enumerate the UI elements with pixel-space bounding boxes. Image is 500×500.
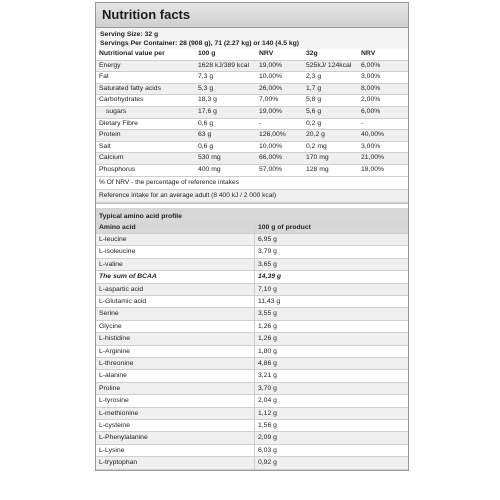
nutrition-cell: 0,2 mg <box>303 141 358 153</box>
amino-acid-amount: 3,65 g <box>255 258 409 270</box>
nutrition-cell: 18,00% <box>358 164 408 176</box>
amino-acid-amount: 1,80 g <box>255 345 409 357</box>
nutrition-cell: - <box>256 118 303 130</box>
amino-row <box>96 233 408 245</box>
amino-row <box>96 320 408 332</box>
amino-acid-name: Glycine <box>96 320 255 332</box>
amino-row <box>96 395 408 407</box>
servings-per-container: Servings Per Container: 28 (908 g), 71 (2.27 kg) or 140 (4.5 kg) <box>100 40 300 47</box>
amino-acid-amount: 6,03 g <box>255 444 409 456</box>
amino-acid-amount: 3,79 g <box>255 246 409 258</box>
amino-title: Typical amino acid profile <box>99 212 182 220</box>
nutrition-cell: 1628 kJ/389 kcal <box>195 60 256 72</box>
amino-row <box>96 308 408 320</box>
nutrition-header-cell: 100 g <box>195 49 256 60</box>
amino-acid-name: L-cysteine <box>96 420 255 432</box>
nutrition-cell: 17,6 g <box>195 106 256 118</box>
amino-acid-section <box>96 208 408 470</box>
nutrition-cell: 2,3 g <box>303 72 358 84</box>
nutrition-cell: Calcium <box>96 153 195 165</box>
nutrition-cell: 5,8 g <box>303 95 358 107</box>
amino-acid-amount: 1,12 g <box>255 407 409 419</box>
amino-row <box>96 283 408 295</box>
nutrition-cell: 19,00% <box>256 60 303 72</box>
nutrition-cell: 10,00% <box>256 141 303 153</box>
amino-acid-name: L-tryptophan <box>96 457 255 469</box>
amino-acid-amount: 4,86 g <box>255 358 409 370</box>
nutrition-row <box>96 153 408 165</box>
nutrition-cell: 0,6 g <box>195 118 256 130</box>
amino-acid-name: L-aspartic acid <box>96 283 255 295</box>
amino-row <box>96 246 408 258</box>
nutrition-header-cell: 32g <box>303 49 358 60</box>
nutrition-row <box>96 106 408 118</box>
nutrition-cell: 7,3 g <box>195 72 256 84</box>
amino-acid-name: L-threonine <box>96 358 255 370</box>
amino-header-cell: Amino acid <box>96 222 255 234</box>
nutrition-cell: 170 mg <box>303 153 358 165</box>
serving-info <box>96 28 408 49</box>
nutrition-cell: 6,00% <box>358 106 408 118</box>
amino-row <box>96 457 408 469</box>
nutrition-cell: Salt <box>96 141 195 153</box>
amino-acid-amount: 7,10 g <box>255 283 409 295</box>
nutrition-row <box>96 164 408 176</box>
amino-acid-amount: 2,04 g <box>255 395 409 407</box>
amino-acid-name: L-Lysine <box>96 444 255 456</box>
amino-acid-amount: 14,39 g <box>255 271 409 283</box>
amino-row <box>96 258 408 270</box>
amino-row <box>96 333 408 345</box>
nutrition-cell: 2,00% <box>358 95 408 107</box>
note-nrv: % Of NRV - the percentage of reference intakes <box>96 177 408 190</box>
nutrition-cell: 7,00% <box>256 95 303 107</box>
nutrition-row <box>96 60 408 72</box>
nutrition-header-cell: Nutritional value per <box>96 49 195 60</box>
amino-acid-amount: 3,70 g <box>255 382 409 394</box>
amino-acid-amount: 0,92 g <box>255 457 409 469</box>
amino-acid-name: L-valine <box>96 258 255 270</box>
amino-acid-name: L-alanine <box>96 370 255 382</box>
amino-row <box>96 358 408 370</box>
nutrition-cell: 10,00% <box>256 72 303 84</box>
nutrition-cell: 126,00% <box>256 130 303 142</box>
amino-acid-name: L-Glutamic acid <box>96 295 255 307</box>
amino-acid-amount: 1,56 g <box>255 420 409 432</box>
nutrition-header-row <box>96 49 408 60</box>
nutrition-cell: Dietary Fibre <box>96 118 195 130</box>
nutrition-cell: Phosphorus <box>96 164 195 176</box>
nutrition-row <box>96 72 408 84</box>
nutrition-cell: 21,00% <box>358 153 408 165</box>
amino-acid-name: L-Phenylalanine <box>96 432 255 444</box>
note-reference-intake: Reference intake for an average adult (8 400 kJ / 2 000 kcal) <box>96 189 408 202</box>
nutrition-cell: 530 mg <box>195 153 256 165</box>
amino-row <box>96 432 408 444</box>
nutrition-header-cell: NRV <box>358 49 408 60</box>
nutrition-cell: 400 mg <box>195 164 256 176</box>
amino-row <box>96 382 408 394</box>
nutrition-facts-panel <box>95 2 409 471</box>
nutrition-cell: 18,3 g <box>195 95 256 107</box>
nutrition-header-cell: NRV <box>256 49 303 60</box>
amino-row <box>96 444 408 456</box>
nutrition-cell: 57,00% <box>256 164 303 176</box>
amino-acid-name: L-leucine <box>96 233 255 245</box>
nutrition-cell: Fat <box>96 72 195 84</box>
nutrition-row <box>96 118 408 130</box>
bcaa-sum-row <box>96 271 408 283</box>
nutrition-cell: 8,00% <box>358 83 408 95</box>
amino-acid-amount: 1,26 g <box>255 333 409 345</box>
amino-acid-amount: 1,26 g <box>255 320 409 332</box>
amino-acid-amount: 6,95 g <box>255 233 409 245</box>
nutrition-row <box>96 141 408 153</box>
amino-acid-name: Proline <box>96 382 255 394</box>
nutrition-cell: 5,3 g <box>195 83 256 95</box>
amino-acid-name: L-histidine <box>96 333 255 345</box>
nutrition-notes <box>96 177 408 203</box>
nutrition-cell: 525kJ/ 124kcal <box>303 60 358 72</box>
serving-size: Serving Size: 32 g <box>100 31 159 38</box>
nutrition-cell: 40,00% <box>358 130 408 142</box>
amino-header-cell: 100 g of product <box>255 222 409 234</box>
nutrition-cell: Protein <box>96 130 195 142</box>
amino-acid-name: L-methionine <box>96 407 255 419</box>
amino-row <box>96 370 408 382</box>
amino-acid-name: Serine <box>96 308 255 320</box>
nutrition-cell: Carbohydrates <box>96 95 195 107</box>
amino-acid-amount: 3,21 g <box>255 370 409 382</box>
nutrition-cell: 19,00% <box>256 106 303 118</box>
amino-row <box>96 420 408 432</box>
amino-table <box>96 222 408 470</box>
nutrition-cell: 3,00% <box>358 72 408 84</box>
amino-acid-amount: 3,55 g <box>255 308 409 320</box>
amino-acid-name: L-tyrosine <box>96 395 255 407</box>
nutrition-cell: - <box>358 118 408 130</box>
nutrition-row <box>96 83 408 95</box>
nutrition-cell: Saturated fatty acids <box>96 83 195 95</box>
amino-row <box>96 295 408 307</box>
amino-acid-name: L-isoleucine <box>96 246 255 258</box>
nutrition-cell: 20,2 g <box>303 130 358 142</box>
nutrition-cell: 26,00% <box>256 83 303 95</box>
amino-acid-name: L-Arginine <box>96 345 255 357</box>
nutrition-row <box>96 130 408 142</box>
nutrition-row <box>96 95 408 107</box>
nutrition-cell: sugars <box>96 106 195 118</box>
nutrition-cell: 6,00% <box>358 60 408 72</box>
nutrition-cell: 1,7 g <box>303 83 358 95</box>
amino-acid-amount: 2,09 g <box>255 432 409 444</box>
panel-title: Nutrition facts <box>96 3 408 28</box>
nutrition-cell: 5,6 g <box>303 106 358 118</box>
amino-header-row <box>96 222 408 234</box>
amino-acid-name: The sum of BCAA <box>96 271 255 283</box>
amino-row <box>96 407 408 419</box>
amino-row <box>96 345 408 357</box>
nutrition-cell: 66,00% <box>256 153 303 165</box>
nutrition-table <box>96 49 408 177</box>
amino-acid-amount: 11,43 g <box>255 295 409 307</box>
nutrition-cell: 0,2 g <box>303 118 358 130</box>
nutrition-cell: 128 mg <box>303 164 358 176</box>
nutrition-cell: 3,00% <box>358 141 408 153</box>
nutrition-cell: 0,6 g <box>195 141 256 153</box>
nutrition-cell: Energy <box>96 60 195 72</box>
nutrition-cell: 63 g <box>195 130 256 142</box>
